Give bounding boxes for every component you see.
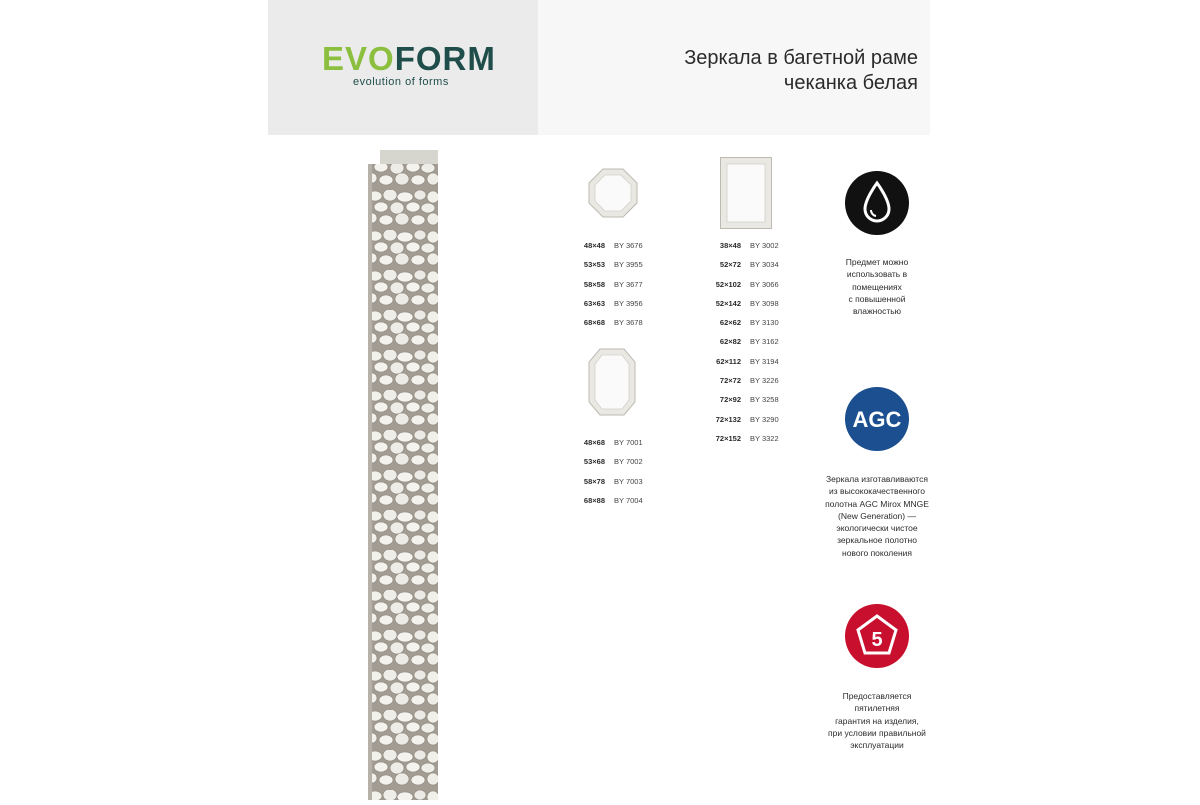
size-row: 72×152 BY 3322	[715, 433, 779, 443]
size-row: 52×72 BY 3034	[719, 260, 779, 270]
size-row: 72×132 BY 3290	[715, 414, 779, 424]
rectangle-mirror-thumbnail	[720, 157, 772, 234]
size-row: 52×142 BY 3098	[715, 298, 779, 308]
size-row: 53×68 BY 7002	[583, 457, 643, 467]
moisture-caption: Предмет можно использовать в помещениях с повышенной влажностью	[845, 257, 909, 317]
agc-badge-text: AGC	[852, 407, 902, 432]
brand-tagline: evolution of forms	[353, 76, 449, 88]
size-row: 53×53 BY 3955	[583, 260, 643, 270]
size-row: 72×92 BY 3258	[719, 395, 779, 405]
brand-logo: EVOFORM	[322, 40, 496, 77]
size-row: 62×82 BY 3162	[719, 337, 779, 347]
title-line-1: Зеркала в багетной раме	[684, 47, 918, 69]
size-row: 58×58 BY 3677	[583, 279, 643, 289]
warranty-caption: Предоставляется пятилетняя гарантия на изделия, при условии правильной эксплуатации	[828, 691, 926, 751]
size-row: 68×68 BY 3678	[583, 318, 643, 328]
octagon-size-list	[567, 236, 664, 332]
tall-octagon-mirror-thumbnail	[588, 348, 636, 421]
size-row: 48×68 BY 7001	[583, 438, 643, 447]
title-line-2: чеканка белая	[783, 72, 918, 94]
size-row: 62×112 BY 3194	[716, 356, 779, 366]
size-row: 48×48 BY 3676	[583, 241, 643, 250]
agc-logo-icon	[845, 387, 909, 451]
size-row: 58×78 BY 7003	[583, 476, 643, 486]
rectangle-size-list	[703, 236, 800, 448]
agc-caption: Зеркала изготавливаются из высококачественного полотна AGC Mirox MNGE (New Generation) — экологически чистое зеркальное полотно нового поколения	[825, 474, 929, 558]
warranty-badge-text: 5	[871, 629, 883, 651]
size-row: 68×88 BY 7004	[583, 495, 643, 505]
baguette-profile-image	[368, 150, 438, 800]
octagon-mirror-thumbnail	[588, 168, 638, 223]
size-row: 62×62 BY 3130	[719, 318, 779, 328]
page-title	[684, 46, 918, 96]
size-row: 38×48 BY 3002	[719, 241, 779, 250]
size-row: 52×102 BY 3066	[715, 279, 779, 289]
size-row: 63×63 BY 3956	[583, 298, 643, 308]
warranty-5-icon	[845, 604, 909, 668]
tall-octagon-size-list	[567, 433, 664, 510]
water-drop-icon	[845, 171, 909, 235]
size-row: 72×72 BY 3226	[719, 376, 779, 386]
